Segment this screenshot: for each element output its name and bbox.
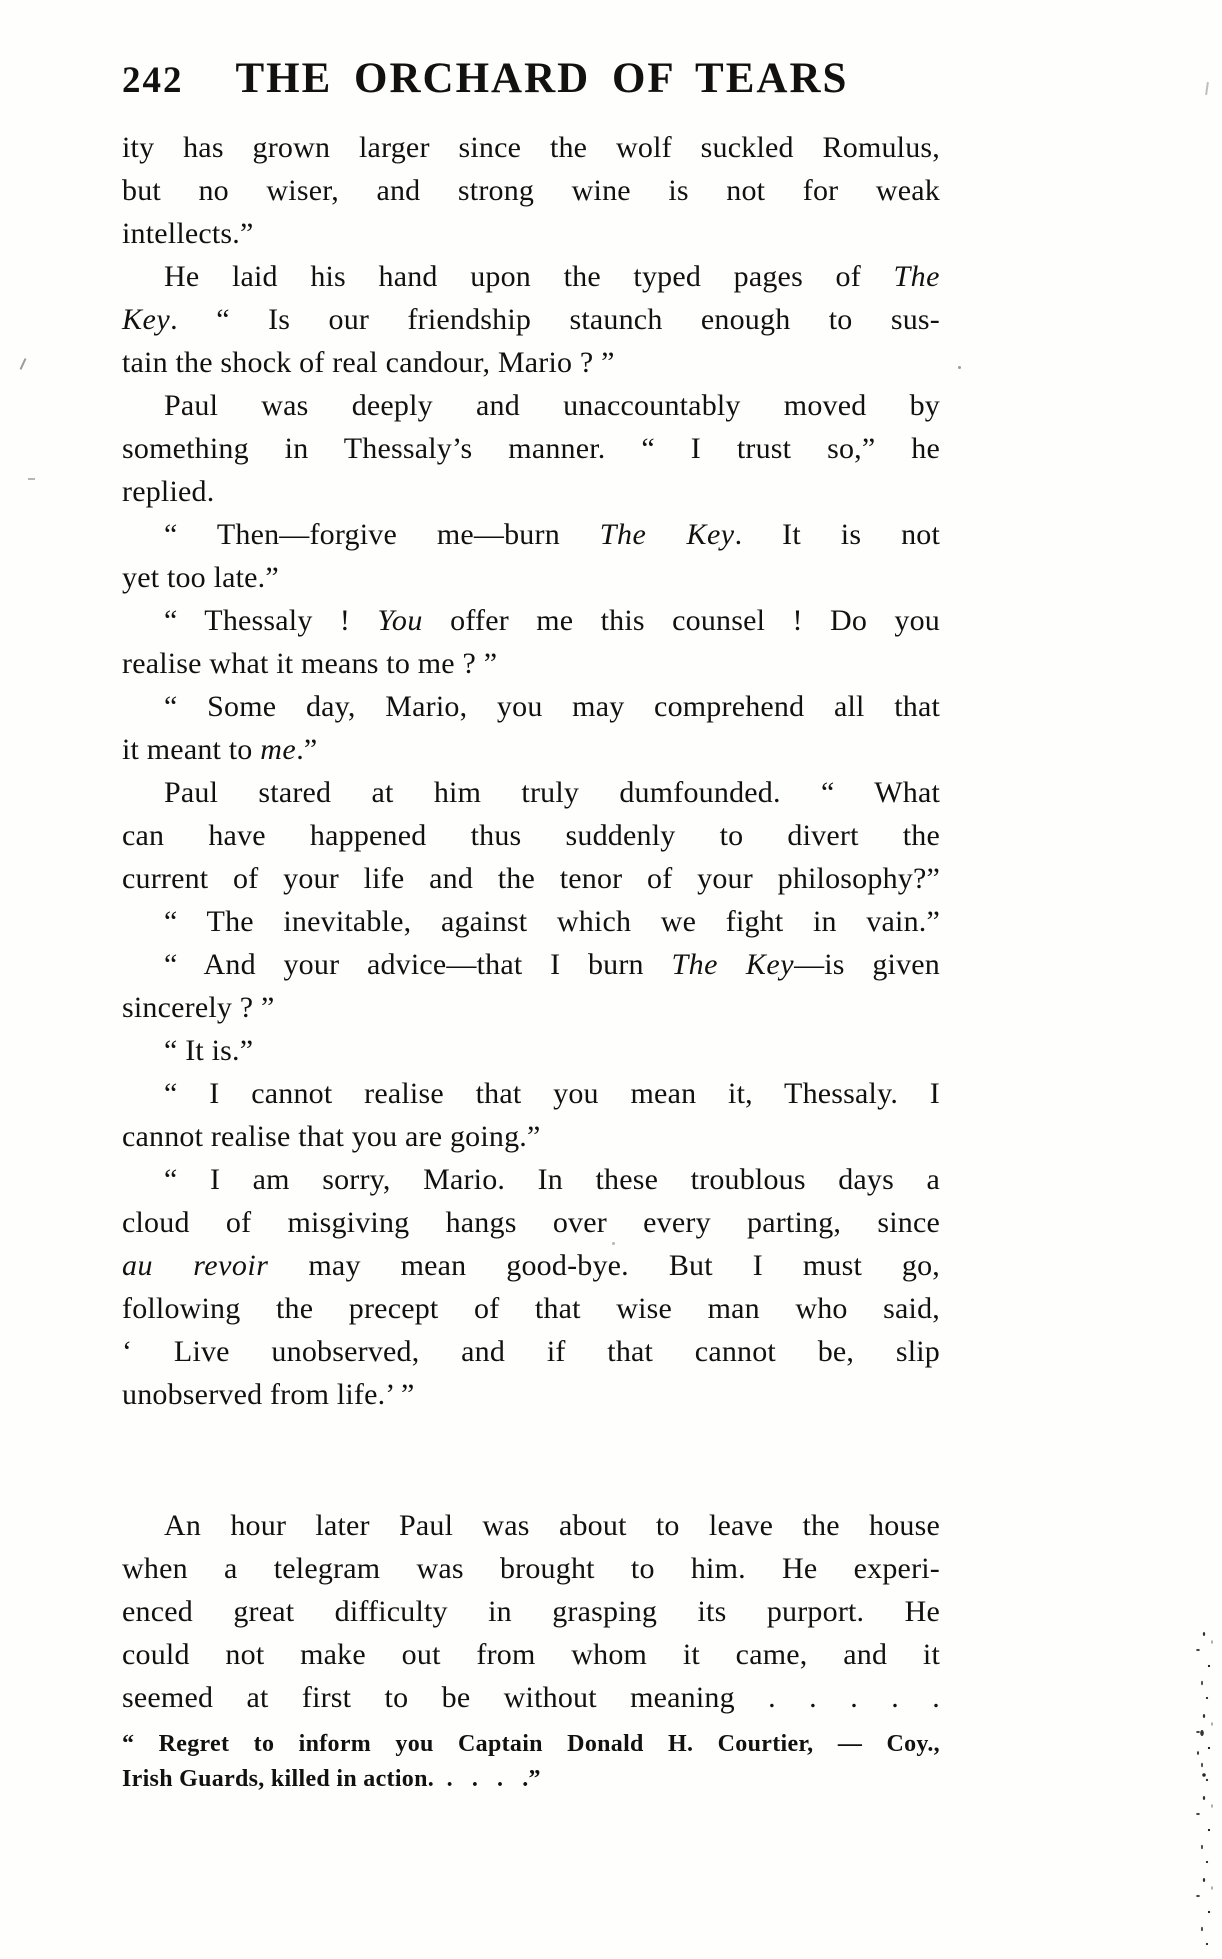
text-line xyxy=(122,513,940,556)
text-line xyxy=(122,169,940,212)
italic-text-run: au revoir xyxy=(122,1249,269,1282)
text-line xyxy=(122,1244,940,1287)
text-run: cloud of misgiving hangs over every parting, since xyxy=(122,1206,940,1239)
text-run: “ Then—forgive me—burn xyxy=(164,518,600,551)
text-line xyxy=(122,599,940,642)
text-line xyxy=(122,384,940,427)
scan-speck xyxy=(612,1242,615,1245)
paragraph xyxy=(122,943,940,1029)
italic-text-run: The xyxy=(893,260,940,293)
text-run: tain the shock of real candour, Mario ? ” xyxy=(122,346,615,379)
text-run: An hour later Paul was about to leave the house xyxy=(164,1509,940,1542)
text-line xyxy=(122,427,940,470)
text-line xyxy=(122,1762,940,1797)
text-line xyxy=(122,1287,940,1330)
paragraph xyxy=(122,685,940,771)
text-line xyxy=(122,1727,940,1762)
paragraph xyxy=(122,771,940,900)
page-header xyxy=(122,54,950,103)
text-run: cannot realise that you are going.” xyxy=(122,1120,541,1153)
text-line xyxy=(122,1590,940,1633)
text-run: enced great difficulty in grasping its purport. He xyxy=(122,1595,940,1628)
text-line xyxy=(122,212,940,255)
text-run: .” xyxy=(296,733,318,766)
text-run: “ Thessaly ! xyxy=(164,604,378,637)
scan-speck xyxy=(1205,82,1209,95)
text-line xyxy=(122,1633,940,1676)
text-run: “ Regret to inform you Captain Donald H. Courtier, — Coy., xyxy=(122,1731,940,1757)
text-run: yet too late.” xyxy=(122,561,279,594)
paragraph xyxy=(122,900,940,943)
text-run: “ Some day, Mario, you may comprehend all that xyxy=(164,690,940,723)
italic-text-run: The Key xyxy=(671,948,795,981)
paragraph xyxy=(122,1158,940,1416)
text-line xyxy=(122,1201,940,1244)
paragraph xyxy=(122,1504,940,1719)
text-line xyxy=(122,470,940,513)
text-line xyxy=(122,685,940,728)
text-run: ity has grown larger since the wolf suckled Romulus, xyxy=(122,131,940,164)
text-run: something in Thessaly’s manner. “ I trust so,” he xyxy=(122,432,940,465)
paragraph xyxy=(122,1072,940,1158)
text-run: seemed at first to be without meaning . . . . . xyxy=(122,1681,940,1714)
paragraph xyxy=(122,513,940,599)
text-line xyxy=(122,771,940,814)
text-run: “ I cannot realise that you mean it, Thessaly. I xyxy=(164,1077,940,1110)
paragraph xyxy=(122,599,940,685)
text-run: replied. xyxy=(122,475,215,508)
scan-speck xyxy=(28,478,35,480)
text-line xyxy=(122,900,940,943)
text-line xyxy=(122,1158,940,1201)
text-run: intellects.” xyxy=(122,217,254,250)
text-run: current of your life and the tenor of your philosophy?” xyxy=(122,862,940,895)
text-run: “ It is.” xyxy=(164,1034,254,1067)
text-run: when a telegram was brought to him. He experi- xyxy=(122,1552,940,1585)
text-run: can have happened thus suddenly to divert the xyxy=(122,819,940,852)
text-line xyxy=(122,255,940,298)
italic-text-run: me xyxy=(260,733,297,766)
paragraph xyxy=(122,384,940,513)
text-run: ‘ Live unobserved, and if that cannot be, slip xyxy=(122,1335,940,1368)
text-run: He laid his hand upon the typed pages of xyxy=(164,260,894,293)
text-line xyxy=(122,556,940,599)
text-run: “ The inevitable, against which we fight in vain.” xyxy=(164,905,940,938)
text-line xyxy=(122,986,940,1029)
text-run: unobserved from life.’ ” xyxy=(122,1378,415,1411)
scan-speck xyxy=(20,358,27,370)
text-run: but no wiser, and strong wine is not for weak xyxy=(122,174,940,207)
italic-text-run: The Key xyxy=(599,518,735,551)
page-number: 242 xyxy=(122,60,184,101)
scan-noise-strip xyxy=(1193,1628,1217,1959)
text-line xyxy=(122,642,940,685)
text-run: “ And your advice—that I burn xyxy=(164,948,672,981)
text-line xyxy=(122,1676,940,1719)
text-run: sincerely ? ” xyxy=(122,991,275,1024)
text-run: realise what it means to me ? ” xyxy=(122,647,498,680)
paragraph xyxy=(122,255,940,384)
text-run: Paul stared at him truly dumfounded. “ What xyxy=(164,776,940,809)
italic-text-run: You xyxy=(377,604,423,637)
text-run: —is given xyxy=(794,948,941,981)
telegram-note xyxy=(122,1727,940,1797)
paragraph xyxy=(122,126,940,255)
text-run: may mean good-bye. But I must go, xyxy=(268,1249,941,1282)
scan-speck xyxy=(958,366,961,369)
text-line xyxy=(122,728,940,771)
text-run: could not make out from whom it came, and it xyxy=(122,1638,940,1671)
text-run: following the precept of that wise man who said, xyxy=(122,1292,940,1325)
running-title: THE ORCHARD OF TEARS xyxy=(235,55,849,102)
text-line xyxy=(122,943,940,986)
text-run: Irish Guards, killed in action. . . . .” xyxy=(122,1766,541,1792)
italic-text-run: Key xyxy=(122,303,171,336)
text-run: . It is not xyxy=(734,518,941,551)
text-line xyxy=(122,814,940,857)
text-line xyxy=(122,1330,940,1373)
text-line xyxy=(122,1029,940,1072)
text-run: offer me this counsel ! Do you xyxy=(422,604,940,637)
text-line xyxy=(122,126,940,169)
text-run: “ I am sorry, Mario. In these troublous days a xyxy=(164,1163,940,1196)
text-run: it meant to xyxy=(122,733,261,766)
body-text-column xyxy=(122,126,940,1797)
text-line xyxy=(122,1373,940,1416)
text-line xyxy=(122,1072,940,1115)
text-line xyxy=(122,341,940,384)
paragraph xyxy=(122,1029,940,1072)
text-line xyxy=(122,1547,940,1590)
text-line xyxy=(122,1115,940,1158)
text-line xyxy=(122,1504,940,1547)
text-run: . “ Is our friendship staunch enough to sus- xyxy=(170,303,940,336)
text-line xyxy=(122,298,940,341)
text-run: Paul was deeply and unaccountably moved by xyxy=(164,389,940,422)
text-line xyxy=(122,857,940,900)
